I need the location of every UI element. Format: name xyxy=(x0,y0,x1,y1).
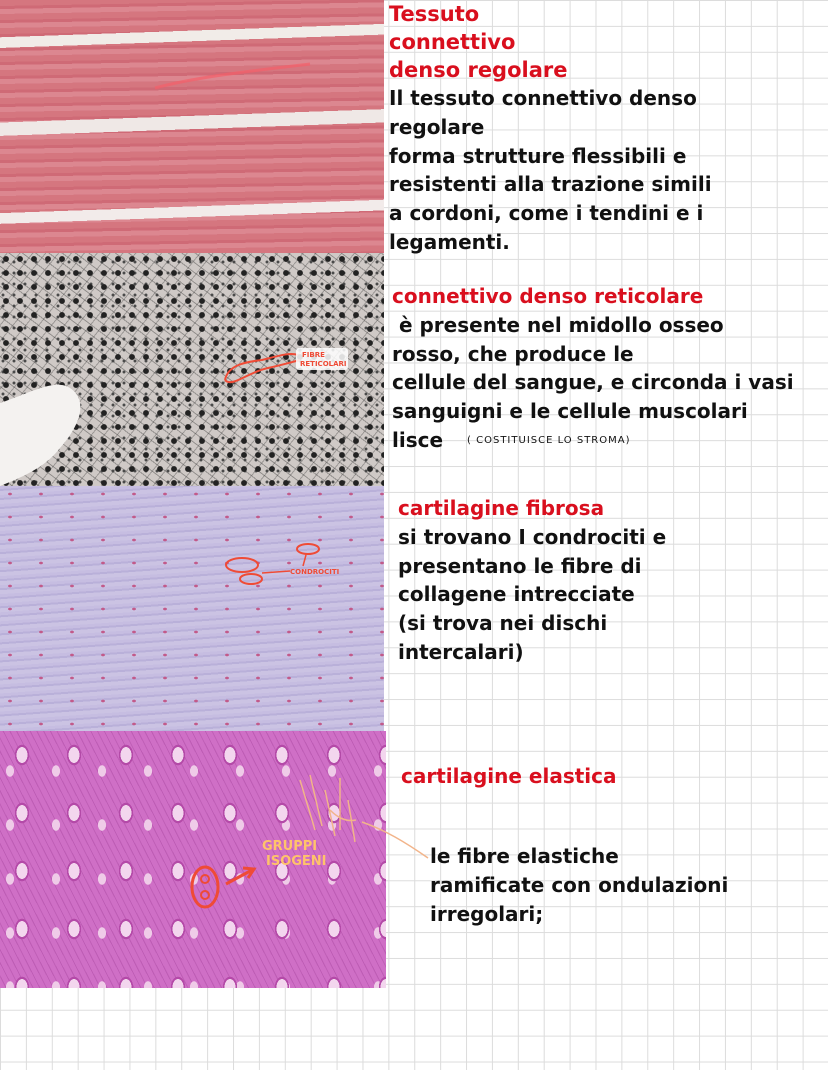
body-line: collagene intrecciate xyxy=(398,582,635,607)
body-line: si trovano I condrociti e xyxy=(398,524,667,549)
fiber-stroke xyxy=(155,64,310,88)
section-elastic-cartilage-title xyxy=(401,762,617,791)
section-dense-regular xyxy=(389,0,712,257)
section-fibrous-cartilage xyxy=(398,494,666,667)
body-line: irregolari; xyxy=(430,901,544,926)
isogenous-group-circle xyxy=(192,867,218,907)
section-title: cartilagine elastica xyxy=(401,764,617,788)
section-reticular xyxy=(392,282,794,456)
section-title: connettivo denso reticolare xyxy=(392,284,704,308)
section-title: connettivo xyxy=(389,30,516,54)
body-line: forma strutture flessibili e xyxy=(389,143,687,168)
reticular-fiber-outline xyxy=(225,354,300,382)
body-line: resistenti alla trazione simili xyxy=(389,172,712,197)
chondrocyte-circle xyxy=(297,544,319,554)
isogeni-label: ISOGENI xyxy=(266,854,327,869)
section-title: Tessuto xyxy=(389,2,480,26)
body-line: rosso, che produce le xyxy=(392,341,634,366)
pointer-line xyxy=(362,822,428,858)
section-title: cartilagine fibrosa xyxy=(398,496,605,520)
fibre-label-line2: RETICOLARI xyxy=(300,360,347,368)
fibre-label-line1: FIBRE xyxy=(302,351,325,359)
body-line: cellule del sangue, e circonda i vasi xyxy=(392,370,794,395)
body-line: (si trova nei dischi xyxy=(398,611,608,636)
body-line: regolare xyxy=(389,114,485,139)
body-line: presentano le fibre di xyxy=(398,553,642,578)
body-line: le fibre elastiche xyxy=(430,844,619,868)
body-line: intercalari) xyxy=(398,639,524,664)
body-line: è presente nel midollo osseo xyxy=(392,312,724,337)
body-line: a cordoni, come i tendini e i xyxy=(389,201,704,226)
condrociti-label: CONDROCITI xyxy=(290,568,340,576)
body-line: sanguigni e le cellule muscolari xyxy=(392,399,748,424)
body-line: Il tessuto connettivo denso xyxy=(389,86,697,110)
section-title: denso regolare xyxy=(389,58,568,82)
body-line: lisce xyxy=(392,427,444,452)
stroma-note: ( COSTITUISCE LO STROMA) xyxy=(467,435,631,447)
body-line: legamenti. xyxy=(389,229,510,254)
chondrocyte-circle xyxy=(226,558,258,572)
body-line-with-note xyxy=(392,426,794,456)
chondrocyte-circle xyxy=(240,574,262,584)
elastic-fibers-sketch xyxy=(300,775,356,842)
arrow-icon xyxy=(226,868,254,884)
body-line: ramificate con ondulazioni xyxy=(430,872,729,897)
gruppi-label: GRUPPI xyxy=(262,839,318,854)
section-elastic-cartilage-body xyxy=(430,842,728,928)
